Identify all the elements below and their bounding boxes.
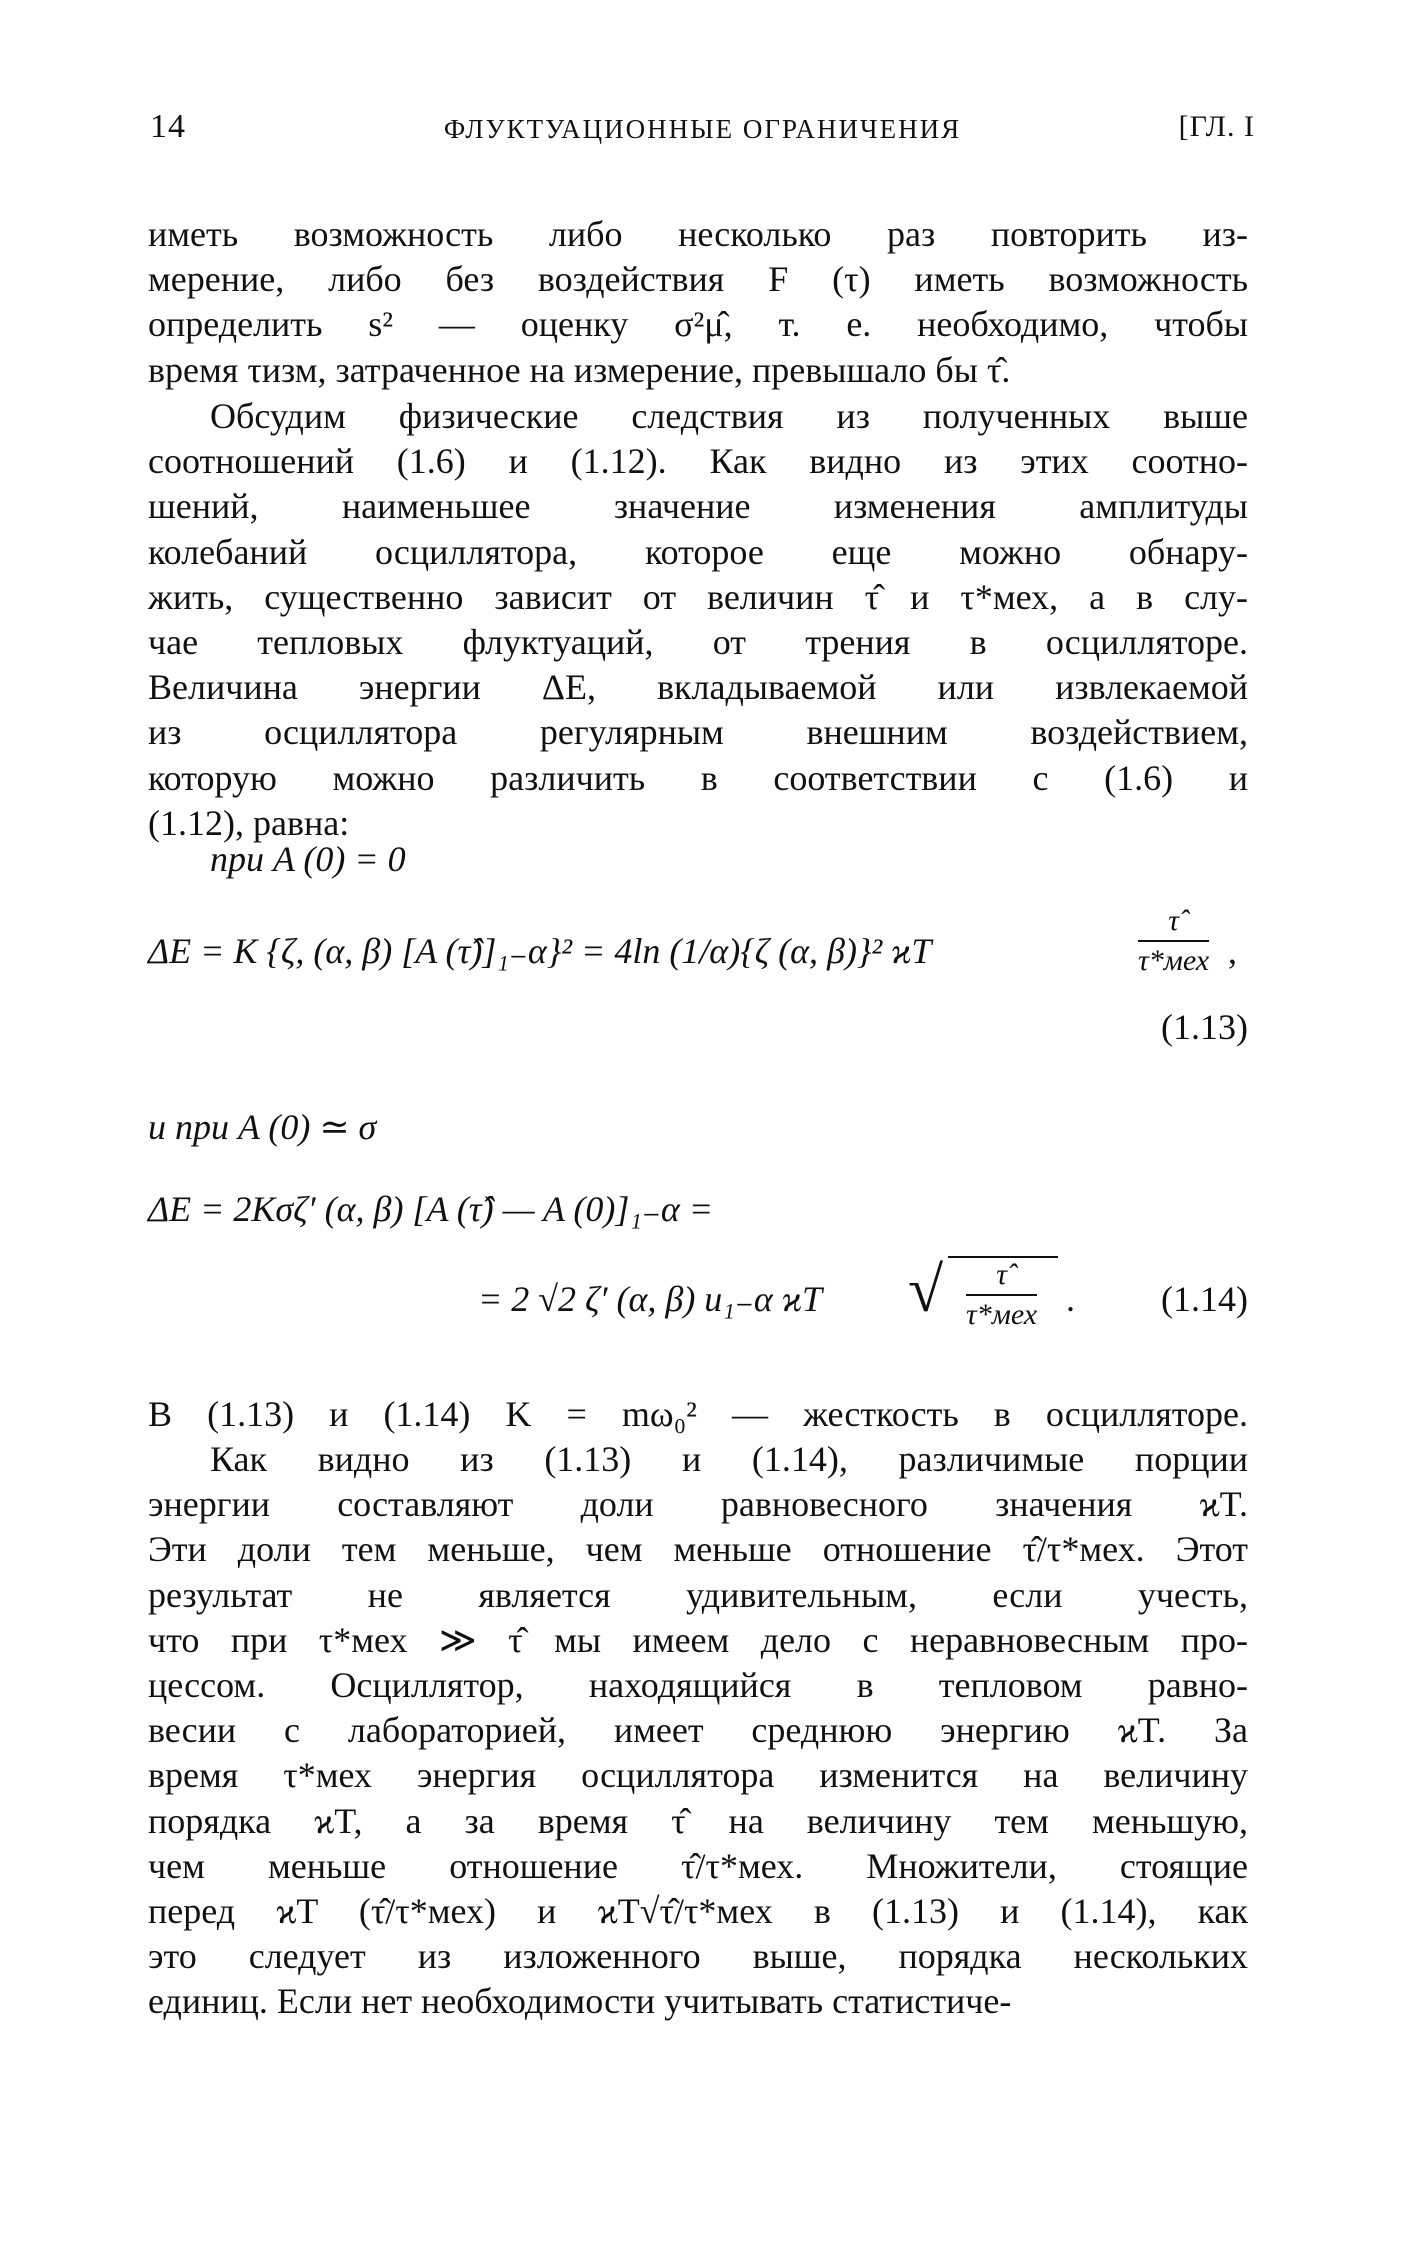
paragraph-3: [148, 1392, 1248, 1437]
running-title: ФЛУКТУАЦИОННЫЕ ОГРАНИЧЕНИЯ: [443, 114, 962, 144]
text-line: порядка ϰT, а за время τ̂ на величину тем меньшую,: [148, 1800, 1248, 1841]
equation-number-1-13: (1.13): [1161, 1007, 1248, 1047]
text-line: жить, существенно зависит от величин τ̂ и τ*мех, а в слу-: [148, 576, 1248, 617]
text-line: энергии составляют доли равновесного значения ϰT.: [148, 1484, 1248, 1525]
equation-1-14-line-1: ΔE = 2Kσζ′ (α, β) [A (τ̂) — A (0)]₁₋α =: [148, 1189, 714, 1229]
sqrt-sign: √: [908, 1254, 944, 1325]
equation-1-14-line-2: = 2 √2 ζ′ (α, β) u₁₋α ϰT: [478, 1279, 822, 1319]
text-line: единиц. Если нет необходимости учитывать статистиче-: [148, 1981, 1012, 2022]
text-line: иметь возможность либо несколько раз повторить из-: [148, 214, 1248, 254]
text-line: результат не является удивительным, если учесть,: [148, 1574, 1248, 1615]
text-line: Обсудим физические следствия из полученных выше: [210, 396, 1248, 436]
equation-1-13-fraction: [1138, 904, 1209, 978]
text-line: время τ*мех энергия осциллятора изменится на величину: [148, 1755, 1248, 1796]
text-line: Величина энергии ΔE, вкладываемой или извлекаемой: [148, 667, 1248, 708]
equation-block: [148, 838, 1248, 1378]
paragraph-4: [148, 1437, 1248, 2025]
condition-a0-sigma: и при A (0) ≃ σ: [148, 1107, 377, 1147]
fraction-denominator: τ*мех: [1138, 944, 1210, 977]
text-line: соотношений (1.6) и (1.12). Как видно из этих соотно-: [148, 441, 1248, 482]
text-line: колебаний осциллятора, которое еще можно обнару-: [148, 531, 1248, 572]
fraction-numerator: τ̂: [966, 1258, 1037, 1296]
page-number: 14: [150, 108, 186, 145]
equation-1-14-period: .: [1066, 1279, 1075, 1319]
equation-1-14-fraction: [966, 1258, 1037, 1332]
text-line: В (1.13) и (1.14) K = mω₀² — жесткость в осцилляторе.: [148, 1394, 1248, 1434]
paragraph-2: [148, 394, 1248, 846]
text-line: весии с лабораторией, имеет среднюю энергию ϰT. За: [148, 1710, 1248, 1751]
equation-number-1-14: (1.14): [1161, 1279, 1248, 1319]
text-line: это следует из изложенного выше, порядка нескольких: [148, 1936, 1248, 1977]
text-line: что при τ*мех ≫ τ̂ мы имеем дело с неравновесным про-: [148, 1619, 1248, 1660]
condition-a0-zero: при A (0) = 0: [210, 839, 406, 879]
text-line: (1.12), равна:: [148, 802, 350, 843]
text-line: чае тепловых флуктуаций, от трения в осцилляторе.: [148, 622, 1248, 663]
fraction-numerator: τ̂: [1138, 904, 1209, 942]
text-line: Как видно из (1.13) и (1.14), различимые порции: [210, 1439, 1248, 1479]
text-line: чем меньше отношение τ̂/τ*мех. Множители, стоящие: [148, 1845, 1248, 1886]
equation-1-13-comma: ,: [1228, 931, 1237, 971]
chapter-label: [ГЛ. I: [1178, 110, 1255, 143]
text-line: время τизм, затраченное на измерение, превышало бы τ̂.: [148, 349, 1011, 390]
fraction-denominator: τ*мех: [966, 1298, 1038, 1331]
equation-1-13-lhs: ΔE = K {ζ, (α, β) [A (τ̂)]₁₋α}² = 4ln (1/α){ζ (α, β)}² ϰT: [148, 931, 932, 971]
text-line: определить s² — оценку σ²μ̂, т. е. необходимо, чтобы: [148, 304, 1248, 345]
page-header: [150, 108, 1255, 152]
text-line: цессом. Осциллятор, находящийся в тепловом равно-: [148, 1665, 1248, 1706]
text-line: шений, наименьшее значение изменения амплитуды: [148, 486, 1248, 527]
text-line: из осциллятора регулярным внешним воздействием,: [148, 712, 1248, 753]
paragraph-1: [148, 212, 1248, 393]
text-line: Эти доли тем меньше, чем меньше отношение τ̂/τ*мех. Этот: [148, 1529, 1248, 1570]
text-line: перед ϰT (τ̂/τ*мех) и ϰT√τ̂/τ*мех в (1.13) и (1.14), как: [148, 1891, 1248, 1932]
text-line: которую можно различить в соответствии с (1.6) и: [148, 757, 1248, 798]
text-line: мерение, либо без воздействия F (τ) иметь возможность: [148, 259, 1248, 300]
